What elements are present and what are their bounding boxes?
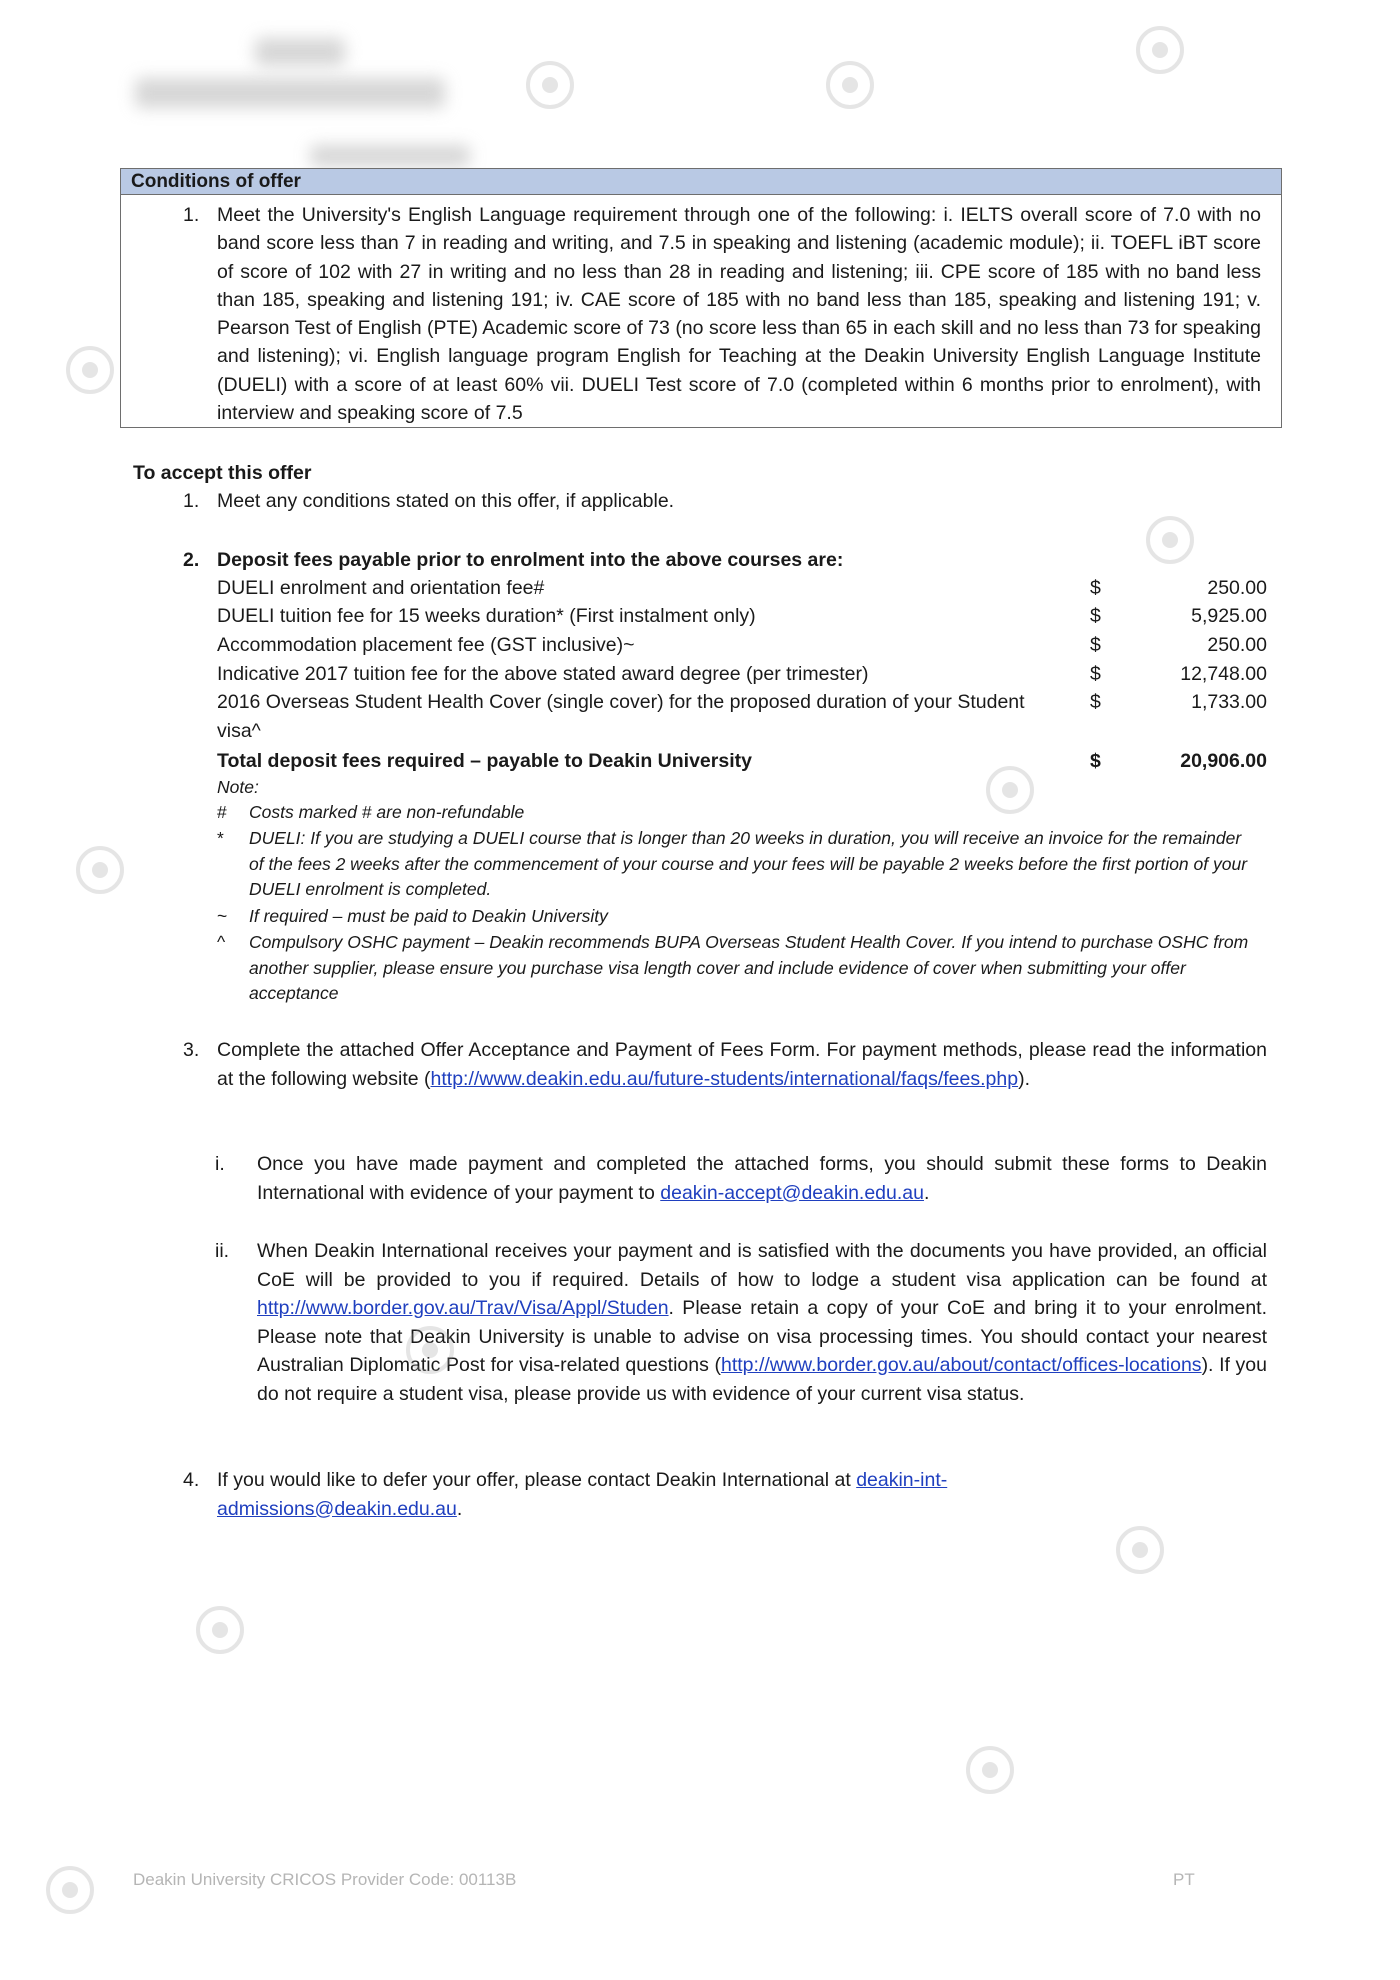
sub-item-text-after: ). If you do not require a student visa, please provide us with evidence of your current visa status.: [257, 1354, 1267, 1405]
note-symbol: #: [217, 802, 227, 822]
item-text-before: Complete the attached Offer Acceptance and Payment of Fees Form. For payment methods, please read the information at the following website (: [217, 1039, 1267, 1090]
item-text: Deposit fees payable prior to enrolment into the above courses are:: [217, 549, 844, 571]
fee-amount: 1,733.00: [1191, 691, 1267, 713]
fee-description: 2016 Overseas Student Health Cover (single cover) for the proposed duration of your Student visa^: [217, 691, 1025, 742]
conditions-box: [120, 168, 1282, 428]
watermark-logo: [60, 340, 120, 400]
note-text: If required – must be paid to Deakin University: [249, 906, 608, 926]
note-label: Note:: [217, 777, 259, 797]
fee-currency: $: [1090, 750, 1101, 772]
sub-item-i: [215, 1150, 1267, 1207]
deakin-accept-email-link[interactable]: deakin-accept@deakin.edu.au: [660, 1181, 924, 1204]
watermark-logo: [820, 55, 880, 115]
note-item: [217, 904, 1267, 930]
sub-item-number: i.: [215, 1153, 225, 1175]
condition-text: Meet the University's English Language requirement through one of the following: i. IELTS overall score of 7.0 with no band score less than 7 in reading and writing, and 7.5 in speaking and listening (academic module); ii. TOEFL iBT score of score of 102 with 27 in writing and no less than 28 in reading and listening; iii. CPE score of 185 with no band less than 185, speaking and listening 191; iv. CAE score of 185 with no band less than 185, speaking and listening 191; v. Pearson Test of English (PTE) Academic score of 73 (no score less than 65 in each skill and no less than 73 for speaking and listening); vi. English language program English for Teaching at the Deakin University English Language Institute (DUELI) with a score of at least 60% vii. DUELI Test score of 7.0 (completed within 6 months prior to enrolment), with interview and speaking score of 7.5: [217, 204, 1261, 425]
watermark-logo: [980, 760, 1040, 820]
item-text-after: .: [456, 1497, 463, 1520]
fee-total-row: [217, 747, 1267, 775]
fee-currency: $: [1090, 577, 1101, 599]
fee-row: [217, 574, 1267, 602]
fee-description: Accommodation placement fee (GST inclusive)~: [217, 634, 635, 656]
fee-description: Indicative 2017 tuition fee for the above stated award degree (per trimester): [217, 663, 869, 685]
note-symbol: ^: [217, 932, 226, 952]
fee-currency: $: [1090, 663, 1101, 685]
watermark-logo: [70, 840, 130, 900]
footer-cricos: Deakin University CRICOS Provider Code: 00113B: [133, 1870, 517, 1889]
note-item: [217, 930, 1267, 1008]
watermark-logo: [400, 1320, 460, 1380]
watermark-logo: [520, 55, 580, 115]
accept-item-1: [183, 487, 1267, 516]
fee-description: DUELI tuition fee for 15 weeks duration* (First instalment only): [217, 605, 756, 627]
fee-row: [217, 660, 1267, 688]
watermark-logo: [1110, 1520, 1170, 1580]
fees-info-link[interactable]: http://www.deakin.edu.au/future-students/international/faqs/fees.php: [430, 1067, 1019, 1090]
item-text-before: If you would like to defer your offer, please contact Deakin International at: [217, 1469, 857, 1491]
fee-currency: $: [1090, 634, 1101, 656]
condition-number: 1.: [183, 204, 200, 226]
watermark-logo: [40, 1860, 100, 1920]
accept-item-3: [183, 1036, 1267, 1093]
fee-amount: 5,925.00: [1191, 605, 1267, 627]
item-number: 4.: [183, 1469, 200, 1491]
sub-item-text-before: Once you have made payment and completed the attached forms, you should submit these forms to Deakin International with evidence of your payment to: [257, 1153, 1267, 1204]
item-number: 1.: [183, 490, 200, 512]
conditions-header: Conditions of offer: [121, 169, 1281, 195]
watermark-logo: [1140, 510, 1200, 570]
accept-item-2-heading: [183, 546, 1267, 575]
student-visa-link[interactable]: http://www.border.gov.au/Trav/Visa/Appl/Studen: [257, 1297, 669, 1319]
watermark-logo: [190, 1600, 250, 1660]
sub-item-number: ii.: [215, 1240, 230, 1262]
redacted-name: [135, 78, 445, 108]
fee-amount: 250.00: [1207, 577, 1267, 599]
accept-item-4: [183, 1466, 1097, 1523]
note-text: Compulsory OSHC payment – Deakin recommends BUPA Overseas Student Health Cover. If you intend to purchase OSHC from another supplier, please ensure you purchase visa length cover and include evidence of cover when submitting your offer acceptance: [249, 932, 1249, 1003]
watermark-logo: [1130, 20, 1190, 80]
note-text: Costs marked # are non-refundable: [249, 802, 525, 822]
fee-total-description: Total deposit fees required – payable to Deakin University: [217, 750, 752, 772]
sub-item-text-after: .: [923, 1181, 930, 1204]
item-number: 3.: [183, 1039, 200, 1061]
condition-item: [183, 201, 1261, 427]
redacted-field: [310, 145, 470, 167]
footer-initials: PT: [1173, 1870, 1195, 1889]
item-number: 2.: [183, 549, 200, 571]
fee-currency: $: [1090, 691, 1101, 713]
fee-row: [217, 688, 1267, 745]
redacted-reference: [255, 38, 345, 66]
fee-currency: $: [1090, 605, 1101, 627]
fee-description: DUELI enrolment and orientation fee#: [217, 577, 545, 599]
fee-amount: 250.00: [1207, 634, 1267, 656]
note-symbol: *: [217, 828, 224, 848]
sub-item-text-mid: . Please retain a copy of your CoE and bring it to your enrolment. Please note that Deakin University is unable to advise on visa processing times. You should contact your nearest Australian Diplomatic Post for visa-related questions (: [257, 1297, 1267, 1376]
fee-row: [217, 602, 1267, 630]
accept-heading: To accept this offer: [133, 462, 312, 484]
deakin-admissions-email-link[interactable]: deakin-int-admissions@deakin.edu.au: [217, 1469, 948, 1520]
note-text: DUELI: If you are studying a DUELI course that is longer than 20 weeks in duration, you will receive an invoice for the remainder of the fees 2 weeks after the commencement of your course and your fees will be payable 2 weeks before the first portion of your DUELI enrolment is completed.: [249, 828, 1248, 899]
sub-item-text-before: When Deakin International receives your payment and is satisfied with the documents you have provided, an official CoE will be provided to you if required. Details of how to lodge a student visa application can be found at: [257, 1240, 1267, 1291]
fee-row: [217, 631, 1267, 659]
note-symbol: ~: [217, 906, 228, 926]
fee-amount: 12,748.00: [1180, 663, 1267, 685]
fee-total-amount: 20,906.00: [1180, 750, 1267, 772]
note-item: [217, 800, 1267, 826]
item-text: Meet any conditions stated on this offer, if applicable.: [217, 490, 675, 512]
note-item: [217, 826, 1267, 904]
offices-locations-link[interactable]: http://www.border.gov.au/about/contact/offices-locations: [721, 1354, 1202, 1376]
watermark-logo: [960, 1740, 1020, 1800]
item-text-after: ).: [1018, 1067, 1030, 1090]
